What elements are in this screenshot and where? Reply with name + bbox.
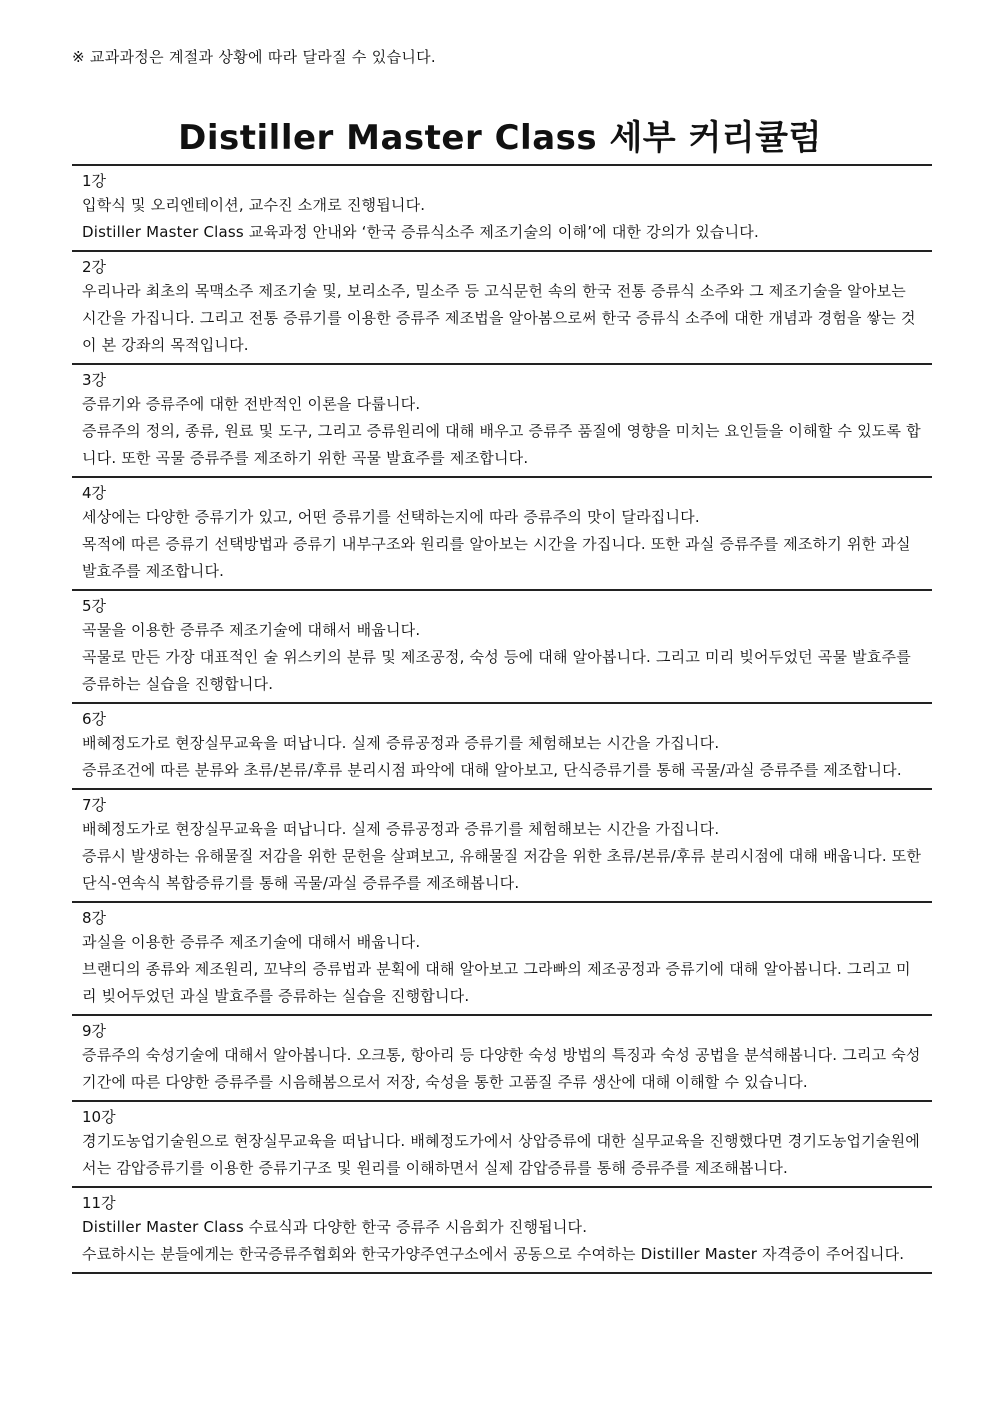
lecture-heading: 7강 (82, 796, 107, 814)
curriculum-list (72, 164, 932, 1274)
page-title: Distiller Master Class 세부 커리큘럼 (178, 118, 822, 158)
lecture-section-7 (72, 790, 932, 903)
curriculum-notice: ※ 교과과정은 계절과 상황에 따라 달라질 수 있습니다. (72, 48, 437, 66)
lecture-section-8 (72, 903, 932, 1016)
lecture-paragraph: 우리나라 최초의 목맥소주 제조기술 및, 보리소주, 밀소주 등 고식문헌 속의 한국 전통 증류식 소주와 그 제조기술을 알아보는 시간을 가집니다. 그리고 전통 증류기를 이용한 증류주 제조법을 알아봄으로써 한국 증류식 소주에 대한 개념과 경험을 쌓는 것이 본 강좌의 목적입니다. (82, 282, 916, 354)
lecture-section-11 (72, 1188, 932, 1274)
lecture-heading: 1강 (82, 172, 107, 190)
lecture-paragraph: 배혜정도가로 현장실무교육을 떠납니다. 실제 증류공정과 증류기를 체험해보는 시간을 가집니다. (82, 820, 720, 838)
lecture-section-1 (72, 166, 932, 252)
lecture-paragraph: 과실을 이용한 증류주 제조기술에 대해서 배웁니다. (82, 933, 421, 951)
lecture-paragraph: 배혜정도가로 현장실무교육을 떠납니다. 실제 증류공정과 증류기를 체험해보는 시간을 가집니다. (82, 734, 720, 752)
lecture-paragraph: Distiller Master Class 교육과정 안내와 ‘한국 증류식소주 제조기술의 이해’에 대한 강의가 있습니다. (82, 223, 759, 241)
lecture-paragraph: 곡물을 이용한 증류주 제조기술에 대해서 배웁니다. (82, 621, 421, 639)
lecture-paragraph: 입학식 및 오리엔테이션, 교수진 소개로 진행됩니다. (82, 196, 426, 214)
lecture-heading: 6강 (82, 710, 107, 728)
lecture-heading: 8강 (82, 909, 107, 927)
lecture-paragraph: 세상에는 다양한 증류기가 있고, 어떤 증류기를 선택하는지에 따라 증류주의 맛이 달라집니다. (82, 508, 700, 526)
lecture-section-6 (72, 704, 932, 790)
lecture-section-9 (72, 1016, 932, 1102)
lecture-paragraph: 증류시 발생하는 유해물질 저감을 위한 문헌을 살펴보고, 유해물질 저감을 위한 초류/본류/후류 분리시점에 대해 배웁니다. 또한 단식-연속식 복합증류기를 통해 곡물/과실 증류주를 제조해봅니다. (82, 847, 922, 892)
lecture-paragraph: 증류기와 증류주에 대한 전반적인 이론을 다룹니다. (82, 395, 421, 413)
lecture-paragraph: 증류주의 숙성기술에 대해서 알아봅니다. 오크통, 항아리 등 다양한 숙성 방법의 특징과 숙성 공법을 분석해봅니다. 그리고 숙성 기간에 따른 다양한 증류주를 시음해봄으로서 저장, 숙성을 통한 고품질 주류 생산에 대해 이해할 수 있습니다. (82, 1046, 921, 1091)
lecture-section-2 (72, 252, 932, 365)
lecture-paragraph: 수료하시는 분들에게는 한국증류주협회와 한국가양주연구소에서 공동으로 수여하는 Distiller Master 자격증이 주어집니다. (82, 1245, 905, 1263)
lecture-heading: 9강 (82, 1022, 107, 1040)
lecture-heading: 4강 (82, 484, 107, 502)
lecture-paragraph: Distiller Master Class 수료식과 다양한 한국 증류주 시음회가 진행됩니다. (82, 1218, 588, 1236)
lecture-section-4 (72, 478, 932, 591)
lecture-heading: 2강 (82, 258, 107, 276)
lecture-section-3 (72, 365, 932, 478)
lecture-paragraph: 곡물로 만든 가장 대표적인 술 위스키의 분류 및 제조공정, 숙성 등에 대해 알아봅니다. 그리고 미리 빚어두었던 곡물 발효주를 증류하는 실습을 진행합니다. (82, 648, 911, 693)
lecture-paragraph: 증류조건에 따른 분류와 초류/본류/후류 분리시점 파악에 대해 알아보고, 단식증류기를 통해 곡물/과실 증류주를 제조합니다. (82, 761, 902, 779)
lecture-heading: 10강 (82, 1108, 116, 1126)
lecture-heading: 3강 (82, 371, 107, 389)
lecture-paragraph: 브랜디의 종류와 제조원리, 꼬냑의 증류법과 분획에 대해 알아보고 그라빠의 제조공정과 증류기에 대해 알아봅니다. 그리고 미리 빚어두었던 과실 발효주를 증류하는 실습을 진행합니다. (82, 960, 911, 1005)
lecture-heading: 11강 (82, 1194, 116, 1212)
lecture-section-5 (72, 591, 932, 704)
lecture-paragraph: 경기도농업기술원으로 현장실무교육을 떠납니다. 배혜정도가에서 상압증류에 대한 실무교육을 진행했다면 경기도농업기술원에서는 감압증류기를 이용한 증류기구조 및 원리를 이해하면서 실제 감압증류를 통해 증류주를 제조해봅니다. (82, 1132, 920, 1177)
lecture-section-10 (72, 1102, 932, 1188)
lecture-paragraph: 증류주의 정의, 종류, 원료 및 도구, 그리고 증류원리에 대해 배우고 증류주 품질에 영향을 미치는 요인들을 이해할 수 있도록 합니다. 또한 곡물 증류주를 제조하기 위한 곡물 발효주를 제조합니다. (82, 422, 921, 467)
lecture-heading: 5강 (82, 597, 107, 615)
lecture-paragraph: 목적에 따른 증류기 선택방법과 증류기 내부구조와 원리를 알아보는 시간을 가집니다. 또한 과실 증류주를 제조하기 위한 과실 발효주를 제조합니다. (82, 535, 911, 580)
